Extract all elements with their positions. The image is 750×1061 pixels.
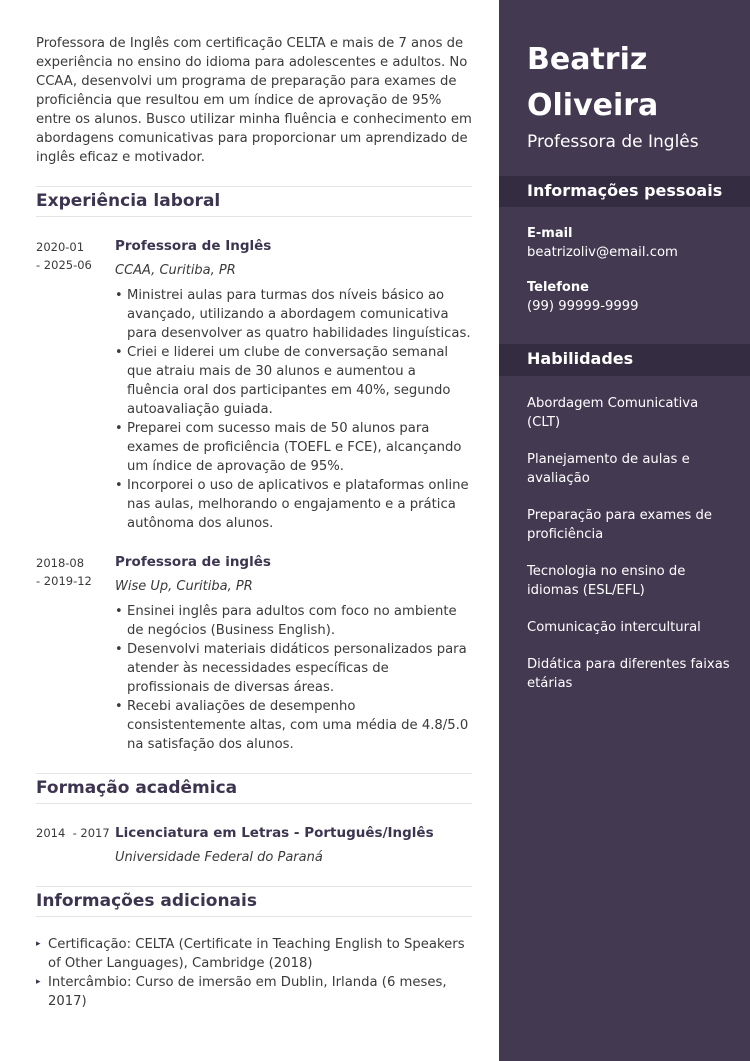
- job-bullets: [115, 286, 472, 533]
- additional-list: [36, 935, 472, 1011]
- job-bullet: • Criei e liderei um clube de conversação semanal que atraiu mais de 30 alunos e aumentou a fluência oral dos participantes em 40%, segundo autoavaliação guiada.: [115, 343, 472, 419]
- job-bullet: • Preparei com sucesso mais de 50 alunos para exames de proficiência (TOEFL e FCE), alcançando um índice de aprovação de 95%.: [115, 419, 472, 476]
- email-label: E-mail: [527, 226, 573, 241]
- main-column: [36, 34, 472, 1011]
- phone-label: Telefone: [527, 280, 589, 295]
- education-degree: Licenciatura em Letras - Português/Inglês: [115, 825, 434, 841]
- skill-item: Planejamento de aulas e avaliação: [527, 452, 690, 486]
- job-entry: [36, 553, 472, 754]
- skills-heading: Habilidades: [499, 344, 750, 376]
- education-body: [115, 824, 472, 867]
- job-company: CCAA, Curitiba, PR: [115, 263, 236, 278]
- skill-item: Comunicação intercultural: [527, 620, 701, 635]
- job-bullet: • Incorporei o uso de aplicativos e plataformas online nas aulas, melhorando o engajamento e a prática autônoma dos alunos.: [115, 476, 472, 533]
- job-body: [115, 553, 472, 754]
- job-date-end: - 2019-12: [36, 574, 92, 588]
- sidebar: [499, 0, 750, 1061]
- education-school: Universidade Federal do Paraná: [115, 850, 323, 865]
- experience-heading: Experiência laboral: [36, 186, 472, 217]
- education-heading: Formação acadêmica: [36, 773, 472, 804]
- job-bullet: • Desenvolvi materiais didáticos personalizados para atender às necessidades específicas de profissionais de diversas áreas.: [115, 640, 472, 697]
- job-title: Professora de Inglês: [115, 238, 272, 254]
- skill-item: Abordagem Comunicativa (CLT): [527, 396, 699, 430]
- email-value[interactable]: beatrizoliv@email.com: [527, 245, 678, 260]
- profile-summary: Professora de Inglês com certificação CELTA e mais de 7 anos de experiência no ensino do idioma para adolescentes e adultos. No CCAA, desenvolvi um programa de preparação para exames de proficiência que resultou em um índice de aprovação de 95% entre os alunos. Busco utilizar minha fluência e conhecimento em abordagens comunicativas para proporcionar um aprendizado de inglês eficaz e motivador.: [36, 36, 472, 165]
- additional-item: ▸ Certificação: CELTA (Certificate in Teaching English to Speakers of Other Languages), Cambridge (2018): [36, 935, 472, 973]
- personal-info-heading: Informações pessoais: [499, 176, 750, 207]
- email-block: [499, 225, 750, 263]
- job-dates: [36, 553, 115, 754]
- first-name: Beatriz: [527, 42, 648, 77]
- skill-item: Didática para diferentes faixas etárias: [527, 657, 730, 691]
- job-body: [115, 237, 472, 533]
- phone-block: [499, 279, 750, 317]
- additional-heading: Informações adicionais: [36, 886, 472, 917]
- job-company: Wise Up, Curitiba, PR: [115, 579, 253, 594]
- education-dates: 2014 - 2017: [36, 826, 110, 840]
- job-date-end: - 2025-06: [36, 258, 92, 272]
- phone-value[interactable]: (99) 99999-9999: [527, 299, 639, 314]
- last-name: Oliveira: [527, 88, 659, 123]
- job-title: Professora de inglês: [115, 554, 271, 570]
- job-bullets: [115, 602, 472, 754]
- job-bullet: • Ensinei inglês para adultos com foco no ambiente de negócios (Business English).: [115, 602, 472, 640]
- job-dates: [36, 237, 115, 533]
- job-entry: [36, 237, 472, 533]
- job-bullet: • Recebi avaliações de desempenho consistentemente altas, com uma média de 4.8/5.0 na satisfação dos alunos.: [115, 697, 472, 754]
- skill-item: Preparação para exames de proficiência: [527, 508, 712, 542]
- job-date-start: 2020-01: [36, 240, 85, 254]
- education-entry: [36, 824, 472, 867]
- additional-item: ▸ Intercâmbio: Curso de imersão em Dublin, Irlanda (6 meses, 2017): [36, 973, 472, 1011]
- candidate-role: Professora de Inglês: [527, 132, 699, 152]
- job-date-start: 2018-08: [36, 556, 85, 570]
- job-bullet: • Ministrei aulas para turmas dos níveis básico ao avançado, utilizando a abordagem comunicativa para desenvolver as quatro habilidades linguísticas.: [115, 286, 472, 343]
- candidate-name: [499, 0, 750, 129]
- skill-item: Tecnologia no ensino de idiomas (ESL/EFL): [527, 564, 686, 598]
